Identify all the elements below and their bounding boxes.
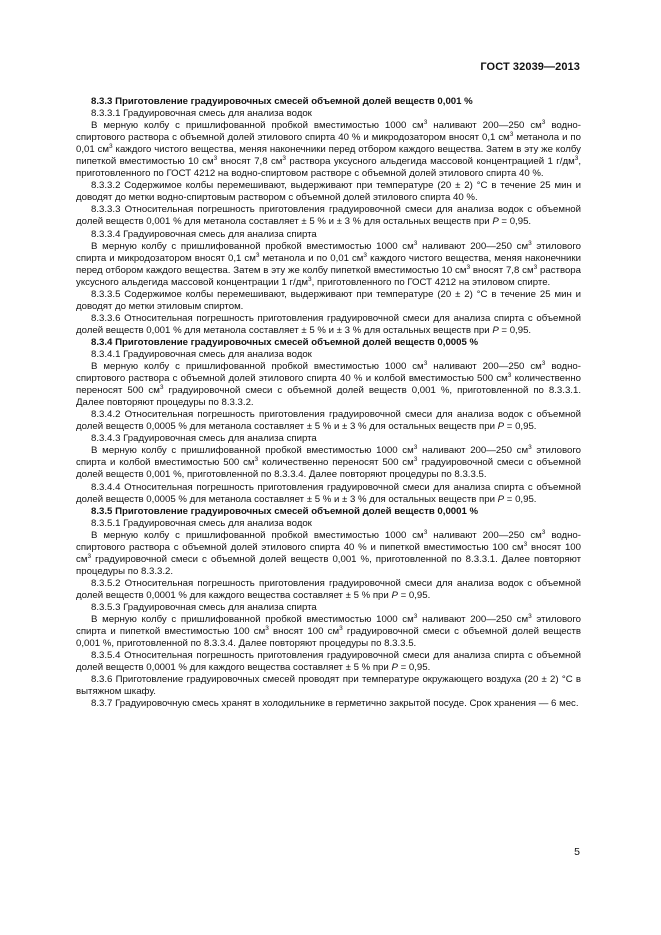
paragraph: 8.3.3.1 Градуировочная смесь для анализа водок (91, 108, 312, 120)
section-heading: 8.3.3 Приготовление градуировочных смесей объемной долей веществ 0,001 % (91, 96, 473, 107)
paragraph: В мерную колбу с пришлифованной пробкой вместимостью 1000 $см^3$ наливают 200—250 $см^3$ этилового спирта и микродозатором вносят 0,1 $см^3$ метанола и по 0,01 $см^3$ каждого чистого вещества, меняя наконечники перед отбором каждого вещества. Затем в эту же колбу пипеткой вместимостью 10 $см^3$ вносят 7,8 $см^3$ раствора уксусного альдегида массовой концентрации 1 $г/дм^3$, приготовленного по ГОСТ 4212 на этиловом спирте. (76, 239, 582, 288)
paragraph: 8.3.3.3 Относительная погрешность приготовления градуировочной смеси для анализа водок с объемной долей веществ 0,001 % для метанола составляет ± 5 % и ± 3 % для остальных веществ при P = 0,95. (76, 204, 581, 228)
paragraph: 8.3.3.6 Относительная погрешность приготовления градуировочной смеси для анализа спирта с объемной долей веществ 0,001 % для метанола составляет ± 5 % и ± 3 % для остальных веществ при P = 0,95. (76, 312, 581, 336)
paragraph: 8.3.7 Градуировочную смесь хранят в холодильнике в герметично закрытой посуде. Срок хранения — 6 мес. (91, 698, 579, 710)
paragraph: В мерную колбу с пришлифованной пробкой вместимостью 1000 $см^3$ наливают 200—250 $см^3$ водно-спиртового раствора с объемной долей этилового спирта 40 % и колбой вместимостью 500 $см^3$ количественно переносят 500 $см^3$ градуировочной смеси с объемной долей веществ 0,001 %, приготовленной по 8.3.3.1. Далее повторяют процедуры по 8.3.3.2. (76, 360, 581, 409)
paragraph: 8.3.5.1 Градуировочная смесь для анализа водок (91, 517, 312, 529)
paragraph: 8.3.5.4 Относительная погрешность приготовления градуировочной смеси для анализа спирта с объемной долей веществ 0,0001 % для каждого вещества составляет ± 5 % при P = 0,95. (76, 650, 581, 674)
paragraph: 8.3.4.4 Относительная погрешность приготовления градуировочной смеси для анализа спирта с объемной долей веществ 0,0005 % для метанола составляет ± 5 % и ± 3 % для остальных веществ при P = 0,95. (76, 481, 581, 505)
paragraph: 8.3.3.4 Градуировочная смесь для анализа спирта (91, 228, 317, 240)
paragraph: 8.3.4.2 Относительная погрешность приготовления градуировочной смеси для анализа водок с объемной долей веществ 0,0005 % для метанола составляет ± 5 % и ± 3 % для остальных веществ при P = 0,95. (76, 409, 581, 433)
document-body (76, 96, 581, 710)
paragraph: 8.3.4.1 Градуировочная смесь для анализа водок (91, 348, 312, 360)
paragraph: В мерную колбу с пришлифованной пробкой вместимостью 1000 $см^3$ наливают 200—250 $см^3$ водно-спиртового раствора с объемной долей этилового спирта 40 % и микродозатором вносят 0,1 $см^3$ метанола и по 0,01 $см^3$ каждого чистого вещества, меняя наконечники перед отбором каждого вещества. Затем в эту же колбу пипеткой вместимостью 10 $см^3$ вносят 7,8 $см^3$ раствора уксусного альдегида массовой концентрацией 1 $г/дм^3$, приготовленного по ГОСТ 4212 на водно-спиртовом растворе с объемной долей этилового спирта 40 %. (76, 119, 582, 180)
paragraph: 8.3.4.3 Градуировочная смесь для анализа спирта (91, 433, 317, 445)
page-number: 5 (574, 846, 580, 858)
paragraph: В мерную колбу с пришлифованной пробкой вместимостью 1000 $см^3$ наливают 200—250 $см^3$ водно-спиртового раствора с объемной долей этилового спирта 40 % и пипеткой вместимостью 100 $см^3$ вносят 100 $см^3$ градуировочной смеси с объемной долей веществ 0,001 %, приготовленной по 8.3.3.1. Далее повторяют процедуры по 8.3.3.2. (76, 528, 582, 577)
paragraph: 8.3.5.2 Относительная погрешность приготовления градуировочной смеси для анализа водок с объемной долей веществ 0,0001 % для каждого вещества составляет ± 5 % при P = 0,95. (76, 577, 581, 601)
section-heading: 8.3.4 Приготовление градуировочных смесей объемной долей веществ 0,0005 % (91, 336, 479, 348)
document-header: ГОСТ 32039—2013 (480, 61, 580, 73)
paragraph: 8.3.5.3 Градуировочная смесь для анализа спирта (91, 601, 317, 613)
paragraph: 8.3.3.5 Содержимое колбы перемешивают, выдерживают при температуре (20 ± 2) °С в течение 25 мин и доводят до метки этиловым спиртом. (76, 288, 581, 312)
paragraph: В мерную колбу с пришлифованной пробкой вместимостью 1000 $см^3$ наливают 200—250 $см^3$ этилового спирта и пипеткой вместимостью 100 $см^3$ вносят 100 $см^3$ градуировочной смеси с объемной долей веществ 0,001 %, приготовленной по 8.3.3.4. Далее повторяют процедуры по 8.3.3.5. (76, 613, 581, 650)
paragraph: 8.3.6 Приготовление градуировочных смесей проводят при температуре окружающего воздуха (20 ± 2) °С в вытяжном шкафу. (76, 674, 581, 698)
section-heading: 8.3.5 Приготовление градуировочных смесей объемной долей веществ 0,0001 % (91, 505, 479, 517)
paragraph: В мерную колбу с пришлифованной пробкой вместимостью 1000 $см^3$ наливают 200—250 $см^3$ этилового спирта и колбой вместимостью 500 $см^3$ количественно переносят 500 $см^3$ градуировочной смеси с объемной долей веществ 0,001 %, приготовленной по 8.3.3.4. Далее повторяют процедуры по 8.3.3.5. (76, 444, 581, 481)
paragraph: 8.3.3.2 Содержимое колбы перемешивают, выдерживают при температуре (20 ± 2) °С в течение 25 мин и доводят до метки водно-спиртовым раствором с объемной долей этилового спирта 40 %. (76, 180, 581, 204)
